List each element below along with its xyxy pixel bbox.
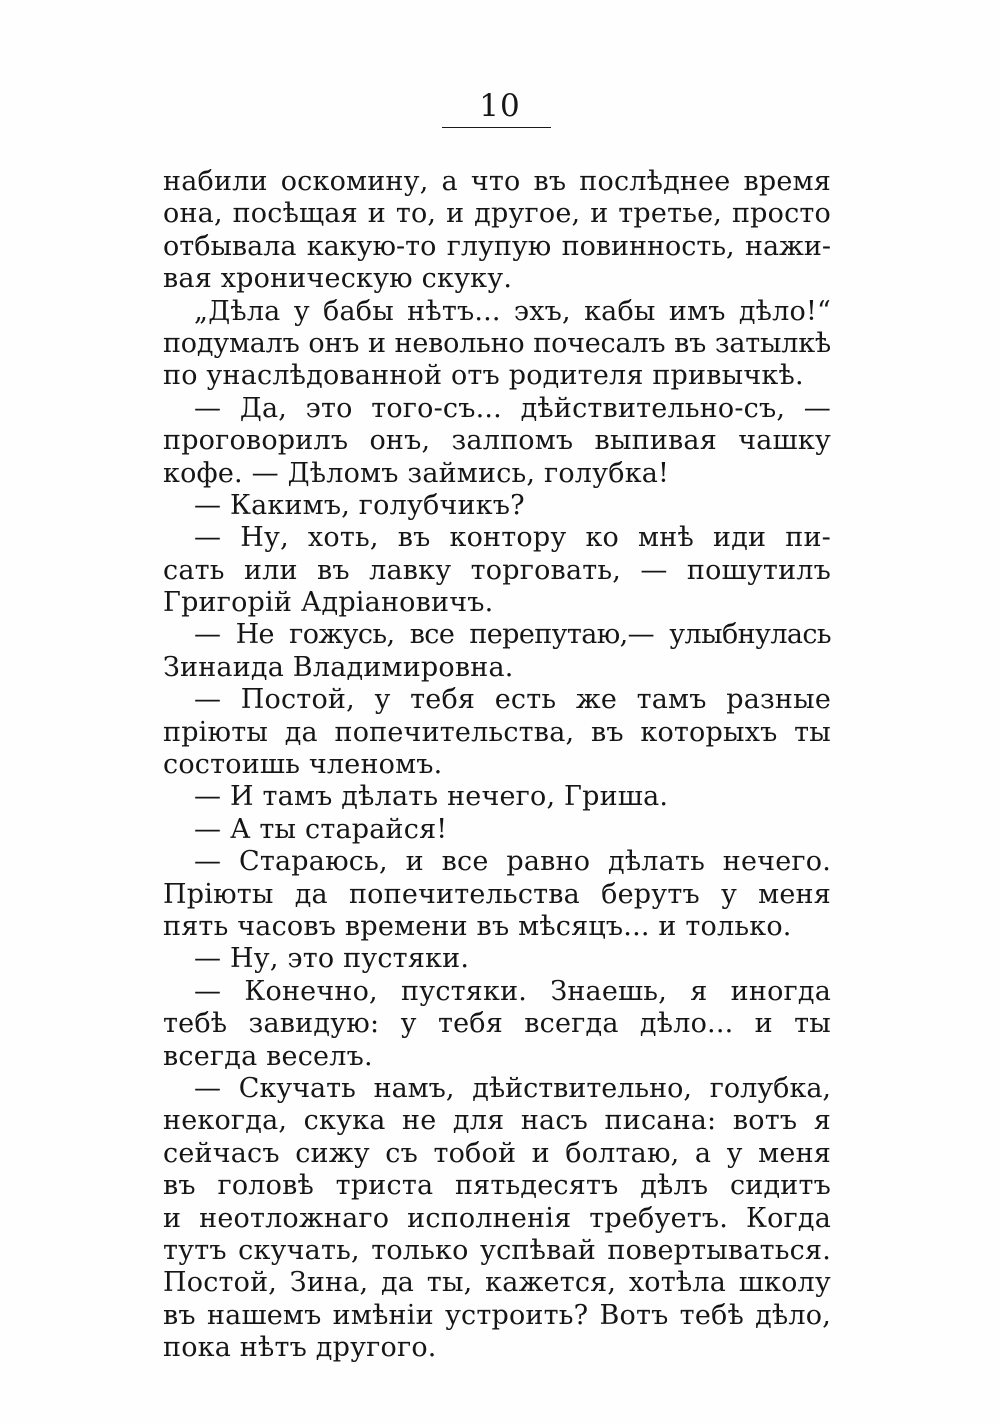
text-line: — А ты старайся! <box>194 813 448 845</box>
text-line: — Конечно, пустяки. Знаешь, я иногда <box>194 975 831 1007</box>
text-line: состоишь членомъ. <box>163 749 443 781</box>
text-line: вая хроническую скуку. <box>163 263 513 295</box>
text-line: — Стараюсь, и все равно дѣлать нечего. <box>194 846 831 878</box>
text-line: кофе. — Дѣломъ займись, голубка! <box>163 457 670 489</box>
text-line: — Да, это того-съ... дѣйствительно-съ, — <box>194 392 831 424</box>
text-line: проговорилъ онъ, залпомъ выпивая чашку <box>163 425 831 457</box>
text-line: она, посѣщая и то, и другое, и третье, просто <box>163 198 831 230</box>
text-line: — Не гожусь, все перепутаю,— улыбнулась <box>194 619 831 651</box>
text-line: „Дѣла у бабы нѣтъ... эхъ, кабы имъ дѣло!“ <box>194 295 831 327</box>
page-number-rule <box>442 127 551 128</box>
body-text <box>163 166 831 1364</box>
text-line: тебѣ завидую: у тебя всегда дѣло... и ты <box>163 1008 831 1040</box>
text-line: Пріюты да попечительства берутъ у меня <box>163 878 831 910</box>
text-line: некогда, скука не для насъ писана: вотъ я <box>163 1105 831 1137</box>
text-line: всегда веселъ. <box>163 1040 373 1072</box>
text-line: пять часовъ времени въ мѣсяцъ... и только. <box>163 910 792 942</box>
text-line: Григорій Адріановичъ. <box>163 587 494 619</box>
text-line: въ нашемъ имѣніи устроить? Вотъ тебѣ дѣло, <box>163 1299 831 1331</box>
text-line: пріюты да попечительства, въ которыхъ ты <box>163 716 831 748</box>
text-line: Зинаида Владимировна. <box>163 651 514 683</box>
text-line: — Ну, хоть, въ контору ко мнѣ иди пи- <box>194 522 831 554</box>
text-line: набили оскомину, а что въ послѣднее время <box>163 166 831 197</box>
text-line: — Постой, у тебя есть же тамъ разные <box>194 684 831 716</box>
text-line: — Какимъ, голубчикъ? <box>194 489 525 521</box>
text-line: тутъ скучать, только успѣвай повертываться. <box>163 1234 831 1266</box>
page-number: 10 <box>479 88 521 124</box>
text-line: — Скучать намъ, дѣйствительно, голубка, <box>194 1072 831 1104</box>
text-line: подумалъ онъ и невольно почесалъ въ затылкѣ <box>163 327 831 359</box>
text-line: по унаслѣдованной отъ родителя привычкѣ. <box>163 360 804 392</box>
text-line: — Ну, это пустяки. <box>194 943 470 975</box>
text-line: и неотложнаго исполненія требуетъ. Когда <box>163 1202 831 1234</box>
text-line: сейчасъ сижу съ тобой и болтаю, а у меня <box>163 1137 831 1169</box>
text-line: пока нѣтъ другого. <box>163 1332 437 1364</box>
text-line: Постой, Зина, да ты, кажется, хотѣла школу <box>163 1267 831 1299</box>
text-line: сать или въ лавку торговать, — пошутилъ <box>163 554 831 586</box>
text-line: въ головѣ триста пятьдесятъ дѣлъ сидитъ <box>163 1170 831 1202</box>
text-line: — И тамъ дѣлать нечего, Гриша. <box>194 781 669 813</box>
text-line: отбывала какую-то глупую повинность, нажи- <box>163 230 831 262</box>
